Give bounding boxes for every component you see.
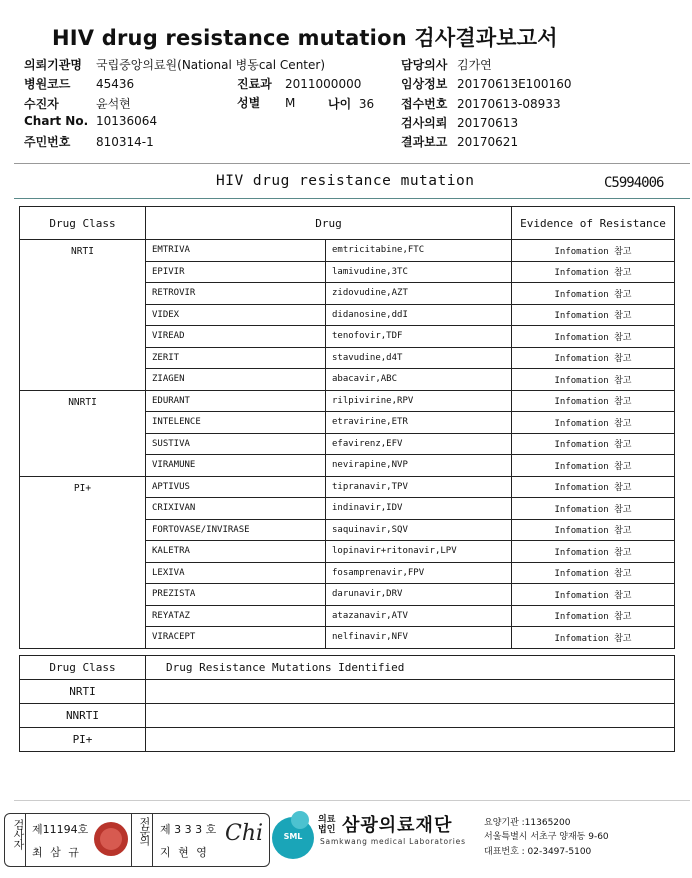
info-label: 검사의뢰: [401, 115, 448, 130]
specialist-number: 제 3 3 3 호: [160, 823, 217, 836]
info-label: 진료과: [237, 77, 272, 91]
drug-class-cell: NNRTI: [20, 390, 146, 476]
drug-class-cell: NRTI: [20, 240, 146, 391]
info-field: [401, 75, 571, 92]
info-label: 임상정보: [401, 77, 448, 92]
signature: Chi: [225, 821, 264, 846]
drug-brand-cell: INTELENCE: [146, 412, 326, 434]
info-field: [237, 94, 295, 111]
tester-seal-icon: [94, 822, 128, 856]
evidence-cell: Infomation 참고: [512, 519, 675, 541]
org-phone: 대표번호 : 02-3497-5100: [484, 847, 592, 857]
divider-section: [14, 198, 690, 199]
drug-brand-cell: ZIAGEN: [146, 369, 326, 391]
tester-name: 최 삼 규: [32, 846, 81, 859]
table-row: [20, 476, 675, 498]
drug-generic-cell: saquinavir,SQV: [326, 519, 512, 541]
drug-table-body: [20, 240, 675, 649]
footer-separator: [152, 813, 153, 867]
drug-brand-cell: VIRACEPT: [146, 627, 326, 649]
evidence-cell: Infomation 참고: [512, 326, 675, 348]
table-row: [20, 240, 675, 262]
drug-brand-cell: KALETRA: [146, 541, 326, 563]
section-title: HIV drug resistance mutation: [216, 173, 475, 189]
drug-brand-cell: CRIXIVAN: [146, 498, 326, 520]
table-row: [20, 390, 675, 412]
info-label: Chart No.: [24, 113, 89, 128]
report-footer: [0, 809, 692, 869]
info-value: 45436: [96, 77, 135, 92]
tester-number: 제11194호: [32, 823, 89, 836]
info-value: 2011000000: [285, 77, 362, 91]
evidence-cell: Infomation 참고: [512, 476, 675, 498]
evidence-cell: Infomation 참고: [512, 433, 675, 455]
table-row: [20, 728, 675, 752]
drug-class-cell: PI+: [20, 476, 146, 648]
evidence-cell: Infomation 참고: [512, 498, 675, 520]
info-value: 20170613E100160: [457, 77, 572, 92]
specialist-label: 전문의: [138, 817, 151, 844]
specimen-code: C5994006: [604, 175, 664, 191]
evidence-cell: Infomation 참고: [512, 347, 675, 369]
evidence-cell: Infomation 참고: [512, 283, 675, 305]
info-label: 접수번호: [401, 96, 448, 111]
info-label: 담당의사: [401, 58, 448, 72]
mutation-row-value: [146, 680, 675, 704]
age-label: 나이: [328, 97, 352, 111]
info-value: 10136064: [96, 113, 158, 128]
drug-brand-cell: PREZISTA: [146, 584, 326, 606]
mutation-row-class: NNRTI: [20, 704, 146, 728]
mutation-table: [19, 655, 675, 752]
info-field: [24, 75, 134, 92]
mutation-row-class: NRTI: [20, 680, 146, 704]
info-value: M: [285, 96, 296, 111]
info-field: [401, 133, 518, 150]
divider-top: [14, 163, 690, 164]
mutation-header-title: Drug Resistance Mutations Identified: [146, 656, 675, 680]
info-field: [24, 95, 131, 112]
evidence-cell: Infomation 참고: [512, 605, 675, 627]
drug-brand-cell: ZERIT: [146, 347, 326, 369]
drug-table: [19, 206, 675, 649]
mutation-row-value: [146, 728, 675, 752]
info-value: 국립중앙의료원(National 병동cal Center): [96, 58, 325, 72]
drug-generic-cell: darunavir,DRV: [326, 584, 512, 606]
header-drug: Drug: [146, 207, 512, 240]
evidence-cell: Infomation 참고: [512, 369, 675, 391]
drug-generic-cell: stavudine,d4T: [326, 347, 512, 369]
org-prefix-bottom: 법인: [318, 825, 336, 835]
drug-generic-cell: efavirenz,EFV: [326, 433, 512, 455]
drug-brand-cell: APTIVUS: [146, 476, 326, 498]
org-english-name: Samkwang medical Laboratories: [320, 837, 466, 846]
drug-brand-cell: VIRAMUNE: [146, 455, 326, 477]
drug-generic-cell: didanosine,ddI: [326, 304, 512, 326]
evidence-cell: Infomation 참고: [512, 584, 675, 606]
drug-generic-cell: tipranavir,TPV: [326, 476, 512, 498]
drug-generic-cell: tenofovir,TDF: [326, 326, 512, 348]
drug-generic-cell: fosamprenavir,FPV: [326, 562, 512, 584]
drug-brand-cell: VIDEX: [146, 304, 326, 326]
info-value: 810314-1: [96, 135, 154, 150]
info-field: [401, 114, 518, 131]
info-label: 결과보고: [401, 135, 448, 150]
footer-separator: [131, 813, 132, 867]
drug-brand-cell: LEXIVA: [146, 562, 326, 584]
drug-brand-cell: REYATAZ: [146, 605, 326, 627]
info-field: [401, 95, 561, 112]
drug-generic-cell: abacavir,ABC: [326, 369, 512, 391]
drug-brand-cell: EDURANT: [146, 390, 326, 412]
info-field: [401, 56, 492, 73]
table-row: [20, 704, 675, 728]
info-label: 병원코드: [24, 77, 71, 92]
info-field: [24, 56, 325, 73]
header-evidence: Evidence of Resistance: [512, 207, 675, 240]
drug-generic-cell: rilpivirine,RPV: [326, 390, 512, 412]
org-name: 삼광의료재단: [342, 815, 453, 836]
info-field: [24, 114, 157, 128]
table-row: [20, 680, 675, 704]
evidence-cell: Infomation 참고: [512, 627, 675, 649]
tester-label: 검사자: [12, 819, 25, 849]
org-address: 서울특별시 서초구 양재동 9-60: [484, 832, 609, 842]
drug-generic-cell: lopinavir+ritonavir,LPV: [326, 541, 512, 563]
drug-generic-cell: indinavir,IDV: [326, 498, 512, 520]
age-field: [328, 95, 374, 112]
evidence-cell: Infomation 참고: [512, 304, 675, 326]
info-value: 김가연: [457, 58, 492, 72]
info-label: 의뢰기관명: [24, 58, 82, 72]
header-drug-class: Drug Class: [20, 207, 146, 240]
age-value: 36: [358, 97, 375, 111]
drug-brand-cell: EPIVIR: [146, 261, 326, 283]
drug-generic-cell: etravirine,ETR: [326, 412, 512, 434]
drug-generic-cell: nevirapine,NVP: [326, 455, 512, 477]
org-prefix: [318, 815, 335, 835]
evidence-cell: Infomation 참고: [512, 261, 675, 283]
info-label: 주민번호: [24, 135, 71, 150]
info-value: 20170613: [457, 115, 519, 130]
info-field: [237, 75, 361, 92]
drug-brand-cell: FORTOVASE/INVIRASE: [146, 519, 326, 541]
info-field: [24, 133, 154, 150]
drug-generic-cell: atazanavir,ATV: [326, 605, 512, 627]
info-value: 윤석현: [96, 96, 131, 111]
report-title: HIV drug resistance mutation 검사결과보고서: [52, 26, 558, 50]
sml-logo-text: SML: [283, 832, 303, 841]
divider-bottom: [14, 800, 690, 801]
drug-generic-cell: nelfinavir,NFV: [326, 627, 512, 649]
drug-generic-cell: zidovudine,AZT: [326, 283, 512, 305]
mutation-row-value: [146, 704, 675, 728]
care-number: 요양기관 :11365200: [484, 818, 571, 828]
drug-table-header-row: [20, 207, 675, 240]
info-label: 성별: [237, 96, 261, 111]
logo-dot-icon: [291, 811, 309, 829]
specialist-name: 지 현 영: [160, 846, 209, 859]
evidence-cell: Infomation 참고: [512, 240, 675, 262]
drug-generic-cell: lamivudine,3TC: [326, 261, 512, 283]
evidence-cell: Infomation 참고: [512, 455, 675, 477]
drug-generic-cell: emtricitabine,FTC: [326, 240, 512, 262]
drug-brand-cell: VIREAD: [146, 326, 326, 348]
evidence-cell: Infomation 참고: [512, 541, 675, 563]
evidence-cell: Infomation 참고: [512, 562, 675, 584]
org-prefix-top: 의료: [318, 815, 336, 825]
evidence-cell: Infomation 참고: [512, 390, 675, 412]
drug-brand-cell: RETROVIR: [146, 283, 326, 305]
footer-separator: [25, 813, 26, 867]
drug-brand-cell: SUSTIVA: [146, 433, 326, 455]
drug-brand-cell: EMTRIVA: [146, 240, 326, 262]
mutation-header-class: Drug Class: [20, 656, 146, 680]
info-label: 수진자: [24, 96, 59, 111]
mutation-row-class: PI+: [20, 728, 146, 752]
mutation-table-header-row: [20, 656, 675, 680]
info-value: 20170613-08933: [457, 96, 561, 111]
info-value: 20170621: [457, 135, 519, 150]
evidence-cell: Infomation 참고: [512, 412, 675, 434]
